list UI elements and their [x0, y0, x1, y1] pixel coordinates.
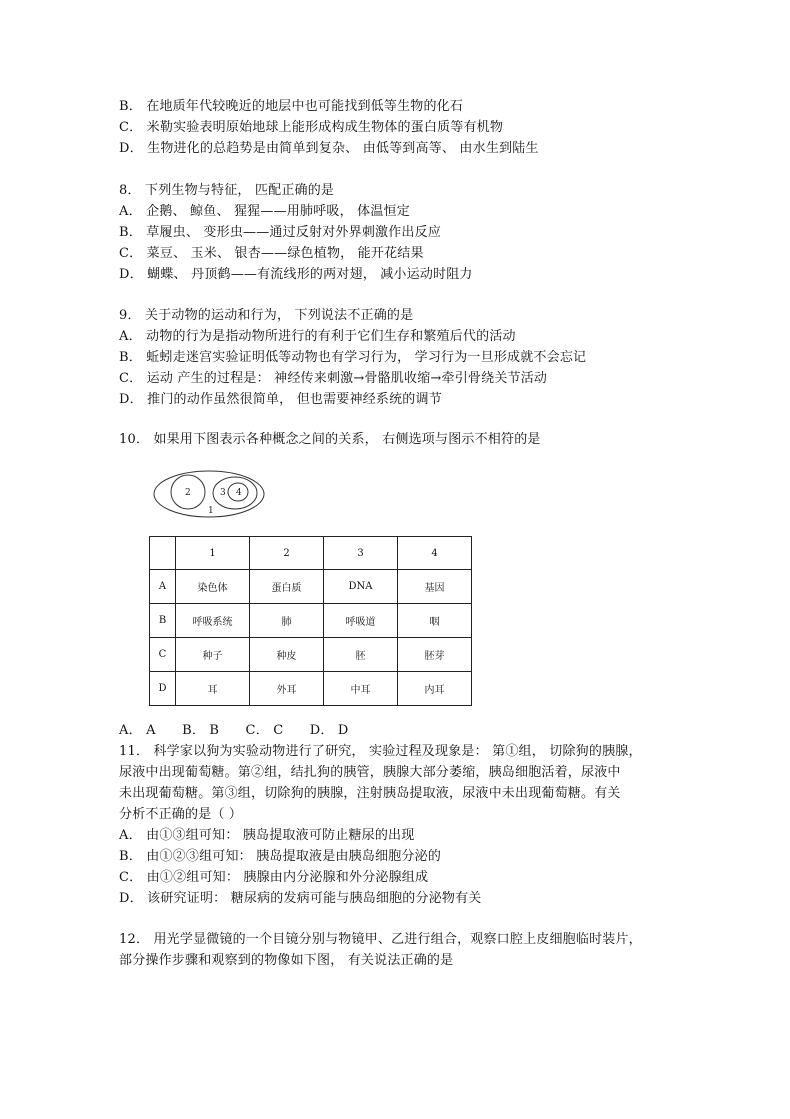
table-cell: DNA	[324, 570, 398, 604]
q8-option-c: C． 菜豆、 玉米、 银杏——绿色植物， 能开花结果	[119, 246, 424, 261]
table-row-label: A	[150, 570, 176, 604]
q12-stem-line-1: 12． 用光学显微镜的一个目镜分别与物镜甲、乙进行组合，观察口腔上皮细胞临时装片，	[119, 932, 642, 947]
table-cell: 呼吸道	[324, 604, 398, 638]
table-cell: 耳	[176, 672, 250, 706]
q8-option-b: B． 草履虫、 变形虫——通过反射对外界刺激作出反应	[119, 225, 442, 240]
venn-label-4: 4	[236, 488, 242, 498]
q12-stem-line-2: 部分操作步骤和观察到的物像如下图， 有关说法正确的是	[119, 953, 454, 968]
q11-stem-line-3: 未出现葡萄糖。第③组，切除狗的胰腺，注射胰岛提取液，尿液中未出现葡萄糖。有关	[119, 786, 621, 801]
q11-option-d: D． 该研究证明： 糖尿病的发病可能与胰岛细胞的分泌物有关	[119, 891, 482, 906]
venn-label-3: 3	[220, 488, 226, 498]
table-row-label: C	[150, 638, 176, 672]
q11-stem-line-1: 11． 科学家以狗为实验动物进行了研究， 实验过程及现象是： 第①组， 切除狗的胰腺，	[119, 744, 642, 759]
table-cell: 内耳	[398, 672, 472, 706]
q9-stem: 9． 关于动物的运动和行为， 下列说法不正确的是	[119, 308, 414, 323]
table-row	[150, 672, 472, 706]
q8-stem: 8． 下列生物与特征， 匹配正确的是	[119, 183, 335, 198]
table-header-cell: 1	[176, 537, 250, 570]
q7-option-c: C． 米勒实验表明原始地球上能形成构成生物体的蛋白质等有机物	[119, 120, 504, 135]
table-header-row	[150, 537, 472, 570]
q7-option-d: D． 生物进化的总趋势是由简单到复杂、 由低等到高等、 由水生到陆生	[119, 141, 539, 156]
q9-option-b: B． 蚯蚓走迷宫实验证明低等动物也有学习行为， 学习行为一旦形成就不会忘记	[119, 350, 587, 365]
table-row-label: B	[150, 604, 176, 638]
table-cell: 基因	[398, 570, 472, 604]
table-row	[150, 638, 472, 672]
q8-option-a: A． 企鹅、 鲸鱼、 猩猩——用肺呼吸， 体温恒定	[119, 204, 410, 219]
venn-label-2: 2	[185, 488, 191, 498]
q10-stem: 10． 如果用下图表示各种概念之间的关系， 右侧选项与图示不相符的是	[119, 432, 541, 447]
table-row	[150, 604, 472, 638]
table-cell: 呼吸系统	[176, 604, 250, 638]
table-header-cell: 4	[398, 537, 472, 570]
q10-options: A． A B． B C． C D． D	[119, 723, 349, 738]
q11-option-a: A． 由①③组可知： 胰岛提取液可防止糖尿的出现	[119, 828, 415, 843]
q11-stem-line-4: 分析不正确的是（ ）	[119, 807, 243, 822]
q9-option-c: C． 运动 产生的过程是： 神经传来刺激→骨骼肌收缩→牵引骨绕关节活动	[119, 371, 548, 386]
q11-stem-line-2: 尿液中出现葡萄糖。第②组，结扎狗的胰管，胰腺大部分萎缩，胰岛细胞活着，尿液中	[119, 765, 621, 780]
table-header-cell: 3	[324, 537, 398, 570]
concept-venn-diagram	[152, 469, 268, 525]
table-header-cell: 2	[250, 537, 324, 570]
table-cell: 胚芽	[398, 638, 472, 672]
venn-label-1: 1	[208, 506, 214, 516]
table-cell: 种皮	[250, 638, 324, 672]
table-row	[150, 570, 472, 604]
q11-option-c: C． 由①②组可知： 胰腺由内分泌腺和外分泌腺组成	[119, 870, 429, 885]
concept-table	[149, 536, 472, 706]
q7-option-b: B． 在地质年代较晚近的地层中也可能找到低等生物的化石	[119, 99, 464, 114]
q9-option-a: A． 动物的行为是指动物所进行的有利于它们生存和繁殖后代的活动	[119, 329, 516, 344]
q11-option-b: B． 由①②③组可知： 胰岛提取液是由胰岛细胞分泌的	[119, 849, 442, 864]
table-cell: 咽	[398, 604, 472, 638]
table-row-label: D	[150, 672, 176, 706]
table-cell: 蛋白质	[250, 570, 324, 604]
table-cell: 胚	[324, 638, 398, 672]
q9-option-d: D． 推门的动作虽然很简单， 但也需要神经系统的调节	[119, 392, 442, 407]
table-cell: 中耳	[324, 672, 398, 706]
q8-option-d: D． 蝴蝶、 丹顶鹤——有流线形的两对翅， 减小运动时阻力	[119, 267, 473, 282]
table-cell: 外耳	[250, 672, 324, 706]
table-cell: 肺	[250, 604, 324, 638]
table-cell: 种子	[176, 638, 250, 672]
table-header-cell	[150, 537, 176, 570]
table-cell: 染色体	[176, 570, 250, 604]
